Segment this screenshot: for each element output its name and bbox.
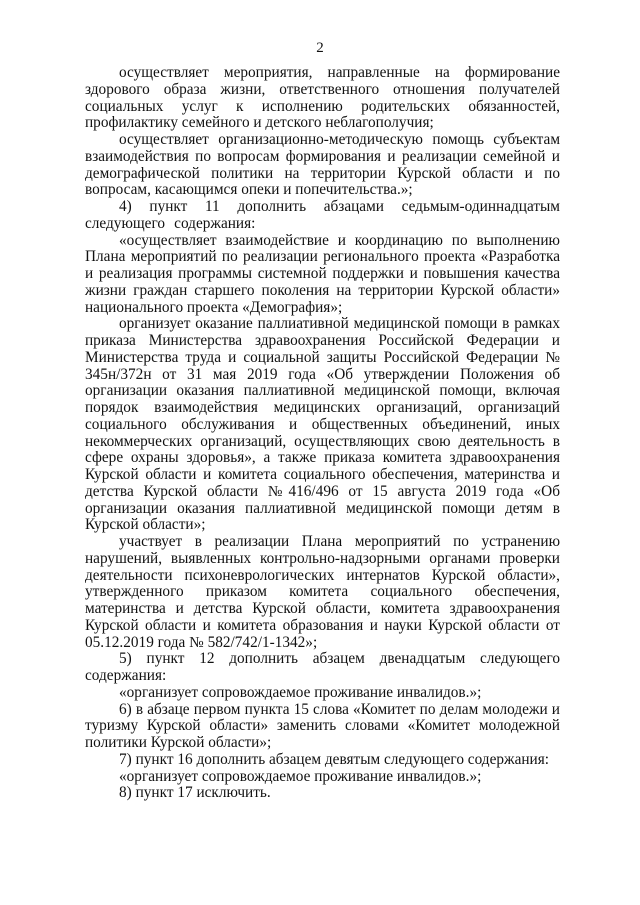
document-body (85, 65, 560, 802)
amendment-item-7: 7) пункт 16 дополнить абзацем девятым следующего содержания: (119, 750, 550, 768)
paragraph: «организует сопровождаемое проживание инвалидов.»; (119, 767, 482, 785)
amendment-item-6: 6) в абзаце первом пункта 15 слова «Комитет по делам молодежи и туризму Курской области» заменить словами «Комитет молодежной политики Курской области»; (85, 700, 560, 751)
paragraph: организует оказание паллиативной медицинской помощи в рамках приказа Министерства здравоохранения Российской Федерации и Министерства труда и социальной защиты Российской Федерации № 345н/372н от 31 мая 2019 года «Об утверждении Положения об организации оказания паллиативной медицинской помощи, включая порядок взаимодействия медицинских организаций, организаций социального обслуживания и общественных объединений, иных некоммерческих организаций, осуществляющих свою деятельность в сфере охраны здоровья», а также приказа комитета здравоохранения Курской области и комитета социального обеспечения, материнства и детства Курской области №416/496 от 15 августа 2019 года «Об организации оказания паллиативной медицинской помощи детям в Курской области»; (85, 315, 560, 534)
page-number: 2 (316, 40, 324, 56)
paragraph: осуществляет мероприятия, направленные на формирование здорового образа жизни, ответственного отношения получателей социальных услуг к исполнению родительских обязанностей, профилактику семейного и детского неблагополучия; (85, 64, 560, 132)
paragraph: «осуществляет взаимодействие и координацию по выполнению Плана мероприятий по реализации регионального проекта «Разработка и реализация программы системной поддержки и повышения качества жизни граждан старшего поколения на территории Курской области» национального проекта «Демография»; (85, 231, 560, 316)
amendment-item-5: 5) пункт 12 дополнить абзацем двенадцатым следующего содержания: (85, 650, 560, 684)
amendment-item-8: 8) пункт 17 исключить. (119, 784, 271, 802)
paragraph: осуществляет организационно-методическую помощь субъектам взаимодействия по вопросам формирования и реализации семейной и демографической политики на территории Курской области и по вопросам, касающимся опеки и попечительства.»; (85, 131, 560, 199)
amendment-item-4: 4) пункт 11 дополнить абзацами седьмым-одиннадцатым следующего содержания: (85, 198, 560, 232)
paragraph: «организует сопровождаемое проживание инвалидов.»; (119, 683, 482, 701)
paragraph: участвует в реализации Плана мероприятий по устранению нарушений, выявленных контрольно-надзорными органами проверки деятельности психоневрологических интернатов Курской области», утвержденного приказом комитета социального обеспечения, материнства и детства Курской области, комитета здравоохранения Курской области и комитета образования и науки Курской области от 05.12.2019 года № 582/742/1-1342»; (85, 533, 560, 651)
